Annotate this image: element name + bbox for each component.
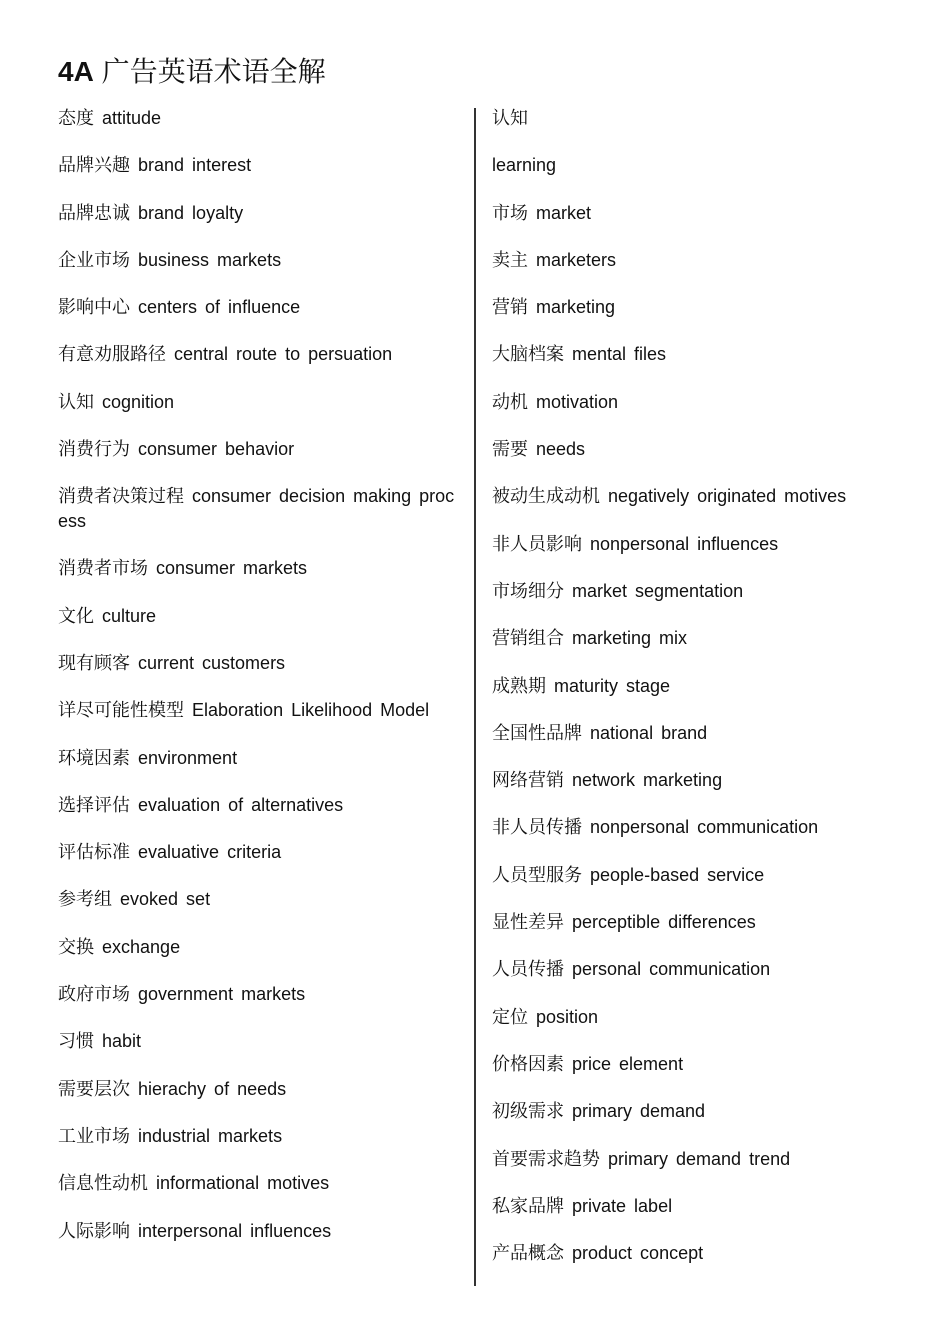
term-entry: [58, 1124, 458, 1171]
term-entry: [492, 910, 882, 957]
term-entry: [58, 153, 458, 200]
term-entry: [492, 153, 882, 200]
term-english: government markets: [138, 984, 306, 1005]
term-entry: [492, 721, 882, 768]
term-chinese: 市场: [492, 202, 528, 224]
term-entry: [492, 390, 882, 437]
term-entry: [492, 957, 882, 1004]
term-chinese: 私家品牌: [492, 1195, 564, 1217]
term-english: current customers: [138, 652, 286, 673]
term-english: negatively originated motives: [608, 486, 847, 507]
term-english: nonpersonal communication: [590, 817, 819, 838]
term-chinese: 认知: [58, 391, 94, 413]
term-chinese: 非人员传播: [492, 817, 582, 839]
term-entry: [58, 746, 458, 793]
term-chinese: 网络营销: [492, 770, 564, 792]
term-entry: [58, 1029, 458, 1076]
term-english: exchange: [102, 936, 181, 957]
term-entry: [58, 295, 458, 342]
term-chinese: 参考组: [58, 889, 112, 911]
term-english: informational motives: [156, 1173, 330, 1194]
term-chinese: 评估标准: [58, 842, 130, 864]
term-entry: [492, 484, 882, 531]
term-english: habit: [102, 1031, 142, 1052]
term-english: brand interest: [138, 155, 252, 176]
term-chinese: 需要: [492, 439, 528, 461]
term-entry: [492, 1052, 882, 1099]
term-entry: [492, 295, 882, 342]
term-chinese: 首要需求趋势: [492, 1148, 600, 1170]
term-english: market segmentation: [572, 580, 744, 601]
term-english: culture: [102, 605, 157, 626]
term-chinese: 消费者决策过程: [58, 486, 184, 508]
term-entry: [58, 982, 458, 1029]
term-chinese: 人员传播: [492, 959, 564, 981]
term-english: private label: [572, 1195, 673, 1216]
term-english: marketing: [536, 297, 616, 318]
term-chinese: 人际影响: [58, 1220, 130, 1242]
term-entry: [492, 1147, 882, 1194]
term-english: consumer markets: [156, 558, 308, 579]
term-chinese: 产品概念: [492, 1243, 564, 1265]
term-chinese: 非人员影响: [492, 533, 582, 555]
term-chinese: 现有顾客: [58, 652, 130, 674]
term-entry: [58, 556, 458, 603]
term-entry: [58, 390, 458, 437]
term-english: primary demand trend: [608, 1148, 791, 1169]
term-chinese: 企业市场: [58, 249, 130, 271]
term-entry: [58, 651, 458, 698]
term-entry: [58, 484, 458, 556]
term-english: position: [536, 1006, 599, 1027]
term-english: evaluation of alternatives: [138, 794, 344, 815]
term-entry: [492, 106, 882, 153]
term-english: consumer decision making process: [58, 486, 455, 532]
term-english: interpersonal influences: [138, 1220, 332, 1241]
term-entry: [58, 437, 458, 484]
term-chinese: 品牌兴趣: [58, 155, 130, 177]
term-entry: [492, 437, 882, 484]
term-english: hierachy of needs: [138, 1078, 287, 1099]
term-chinese: 信息性动机: [58, 1173, 148, 1195]
term-entry: [492, 674, 882, 721]
term-english: Elaboration Likelihood Model: [192, 700, 430, 721]
term-chinese: 市场细分: [492, 580, 564, 602]
column-divider: [474, 108, 476, 1286]
term-chinese: 消费行为: [58, 439, 130, 461]
term-entry: [58, 106, 458, 153]
term-chinese: 工业市场: [58, 1125, 130, 1147]
term-chinese: 大脑档案: [492, 344, 564, 366]
term-entry: [492, 248, 882, 295]
term-english: marketers: [536, 249, 617, 270]
term-chinese: 选择评估: [58, 794, 130, 816]
term-english: marketing mix: [572, 628, 688, 649]
term-chinese: 习惯: [58, 1031, 94, 1053]
term-chinese: 卖主: [492, 249, 528, 271]
term-entry: [492, 1194, 882, 1241]
term-english: mental files: [572, 344, 667, 365]
term-english: environment: [138, 747, 238, 768]
term-entry: [58, 342, 458, 389]
term-entry: [492, 768, 882, 815]
term-english: needs: [536, 439, 586, 460]
term-chinese: 营销: [492, 297, 528, 319]
term-chinese: 初级需求: [492, 1101, 564, 1123]
term-english: evaluative criteria: [138, 842, 282, 863]
term-entry: [492, 1099, 882, 1146]
term-entry: [58, 698, 458, 745]
term-chinese: 交换: [58, 936, 94, 958]
term-chinese: 显性差异: [492, 912, 564, 934]
term-english: people-based service: [590, 864, 765, 885]
term-chinese: 政府市场: [58, 984, 130, 1006]
right-term-column: [492, 106, 882, 1288]
term-english: motivation: [536, 391, 619, 412]
term-entry: [58, 793, 458, 840]
term-chinese: 消费者市场: [58, 558, 148, 580]
term-chinese: 环境因素: [58, 747, 130, 769]
term-chinese: 认知: [492, 108, 528, 129]
term-chinese: 动机: [492, 391, 528, 413]
term-english: learning: [492, 155, 557, 176]
term-entry: [58, 604, 458, 651]
term-entry: [492, 626, 882, 673]
term-chinese: 需要层次: [58, 1078, 130, 1100]
term-chinese: 影响中心: [58, 297, 130, 319]
term-entry: [58, 887, 458, 934]
term-english: maturity stage: [554, 675, 671, 696]
term-entry: [492, 815, 882, 862]
term-english: industrial markets: [138, 1125, 283, 1146]
term-entry: [58, 1171, 458, 1218]
term-chinese: 态度: [58, 108, 94, 129]
term-english: perceptible differences: [572, 912, 756, 933]
term-english: price element: [572, 1053, 684, 1074]
term-english: network marketing: [572, 770, 723, 791]
term-english: national brand: [590, 722, 708, 743]
term-chinese: 价格因素: [492, 1053, 564, 1075]
term-english: attitude: [102, 108, 162, 128]
term-entry: [492, 863, 882, 910]
term-english: centers of influence: [138, 297, 301, 318]
term-english: evoked set: [120, 889, 211, 910]
term-entry: [58, 201, 458, 248]
term-entry: [58, 1219, 458, 1266]
term-chinese: 被动生成动机: [492, 486, 600, 508]
term-chinese: 人员型服务: [492, 864, 582, 886]
term-entry: [492, 1005, 882, 1052]
term-entry: [492, 579, 882, 626]
term-english: nonpersonal influences: [590, 533, 779, 554]
term-english: personal communication: [572, 959, 771, 980]
term-chinese: 营销组合: [492, 628, 564, 650]
term-entry: [58, 840, 458, 887]
term-chinese: 成熟期: [492, 675, 546, 697]
term-entry: [492, 201, 882, 248]
term-chinese: 品牌忠诚: [58, 202, 130, 224]
title-text: 广告英语术语全解: [101, 55, 326, 88]
term-english: brand loyalty: [138, 202, 244, 223]
term-entry: [492, 342, 882, 389]
term-entry: [492, 532, 882, 579]
left-term-column: [58, 106, 458, 1266]
term-entry: [58, 1077, 458, 1124]
term-entry: [492, 1241, 882, 1288]
page-title: [58, 52, 326, 92]
title-bold: 4A: [58, 56, 94, 87]
term-english: primary demand: [572, 1101, 706, 1122]
term-english: central route to persuation: [174, 344, 393, 365]
term-chinese: 详尽可能性模型: [58, 700, 184, 722]
term-chinese: 全国性品牌: [492, 722, 582, 744]
term-entry: [58, 248, 458, 295]
term-chinese: 有意劝服路径: [58, 344, 166, 366]
term-english: cognition: [102, 391, 175, 412]
term-entry: [58, 935, 458, 982]
term-chinese: 定位: [492, 1006, 528, 1028]
term-english: consumer behavior: [138, 439, 295, 460]
term-english: business markets: [138, 249, 282, 270]
term-english: market: [536, 202, 592, 223]
term-english: product concept: [572, 1243, 704, 1264]
term-chinese: 文化: [58, 605, 94, 627]
